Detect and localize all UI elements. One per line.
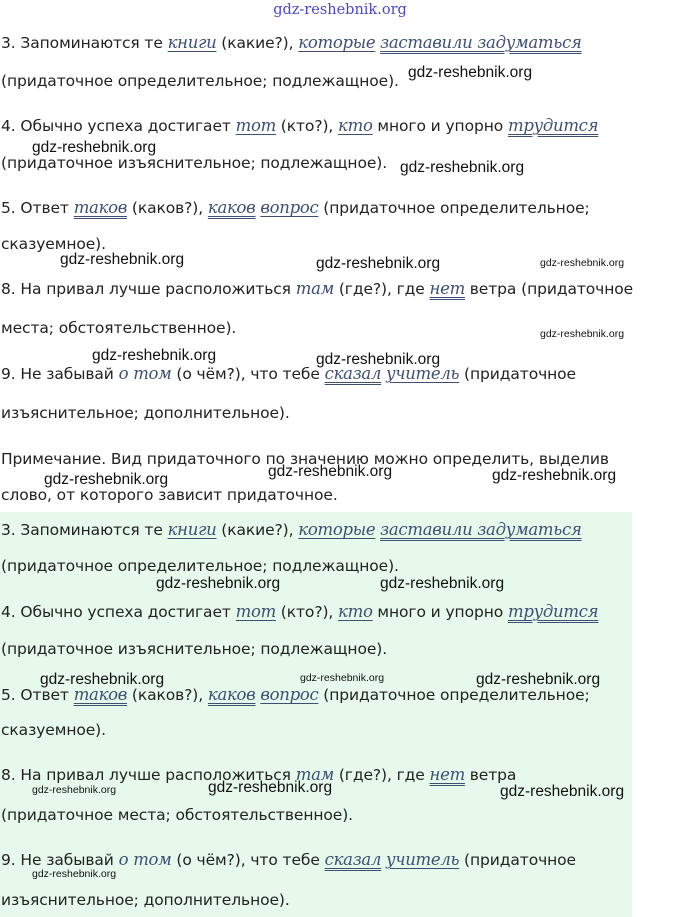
- watermark: gdz-reshebnik.org: [540, 257, 625, 269]
- sentence-5-repeat-line-1: 5. Ответ таков (каков?), каков вопрос (придаточное определительное;: [1, 685, 590, 704]
- sentence-5-line-2: сказуемное).: [1, 235, 106, 253]
- watermark: gdz-reshebnik.org: [32, 139, 157, 156]
- watermark: gdz-reshebnik.org: [32, 784, 117, 796]
- watermark: gdz-reshebnik.org: [476, 671, 601, 688]
- watermark: gdz-reshebnik.org: [208, 779, 333, 796]
- watermark: gdz-reshebnik.org: [92, 347, 217, 364]
- sentence-3-line-1: 3. Запоминаются те книги (какие?), которые заставили задуматься: [1, 33, 582, 52]
- watermark: gdz-reshebnik.org: [32, 868, 117, 880]
- site-header-link[interactable]: gdz-reshebnik.org: [273, 2, 407, 18]
- watermark: gdz-reshebnik.org: [40, 671, 165, 688]
- watermark: gdz-reshebnik.org: [44, 471, 169, 488]
- sentence-9-line-2: изъяснительное; дополнительное).: [1, 404, 290, 422]
- sentence-8-repeat-line-2: (придаточное места; обстоятельственное).: [1, 806, 353, 824]
- sentence-9-repeat-line-1: 9. Не забывай о том (о чём?), что тебе сказал учитель (придаточное: [1, 850, 576, 869]
- sentence-3-repeat-line-2: (придаточное определительное; подлежащное).: [1, 557, 399, 575]
- watermark: gdz-reshebnik.org: [492, 467, 617, 484]
- watermark: gdz-reshebnik.org: [380, 575, 505, 592]
- sentence-4-line-1: 4. Обычно успеха достигает тот (кто?), кто много и упорно трудится: [1, 116, 599, 135]
- sentence-5-repeat-line-2: сказуемное).: [1, 721, 106, 739]
- watermark: gdz-reshebnik.org: [156, 575, 281, 592]
- note-line-2: слово, от которого зависит придаточное.: [1, 486, 338, 504]
- sentence-8-line-2: места; обстоятельственное).: [1, 319, 237, 337]
- watermark: gdz-reshebnik.org: [500, 783, 625, 800]
- sentence-4-repeat-line-1: 4. Обычно успеха достигает тот (кто?), кто много и упорно трудится: [1, 602, 599, 621]
- watermark: gdz-reshebnik.org: [316, 351, 441, 368]
- sentence-3-repeat-line-1: 3. Запоминаются те книги (какие?), которые заставили задуматься: [1, 520, 582, 539]
- watermark: gdz-reshebnik.org: [268, 463, 393, 480]
- sentence-5-line-1: 5. Ответ таков (каков?), каков вопрос (придаточное определительное;: [1, 198, 590, 217]
- sentence-3-line-2: (придаточное определительное; подлежащное).: [1, 72, 399, 90]
- watermark: gdz-reshebnik.org: [60, 251, 185, 268]
- sentence-8-line-1: 8. На привал лучше расположиться там (где?), где нет ветра (придаточное: [1, 279, 634, 298]
- watermark: gdz-reshebnik.org: [408, 64, 533, 81]
- watermark: gdz-reshebnik.org: [316, 255, 441, 272]
- watermark: gdz-reshebnik.org: [300, 672, 385, 684]
- sentence-9-repeat-line-2: изъяснительное; дополнительное).: [1, 891, 290, 909]
- note-line-1: Примечание. Вид придаточного по значению можно определить, выделив: [1, 450, 609, 468]
- sentence-9-line-1: 9. Не забывай о том (о чём?), что тебе сказал учитель (придаточное: [1, 364, 576, 383]
- watermark: gdz-reshebnik.org: [540, 328, 625, 340]
- sentence-4-line-2: (придаточное изъяснительное; подлежащное).: [1, 154, 388, 172]
- sentence-4-repeat-line-2: (придаточное изъяснительное; подлежащное).: [1, 640, 388, 658]
- sentence-8-repeat-line-1: 8. На привал лучше расположиться там (где?), где нет ветра: [1, 765, 517, 784]
- watermark: gdz-reshebnik.org: [400, 159, 525, 176]
